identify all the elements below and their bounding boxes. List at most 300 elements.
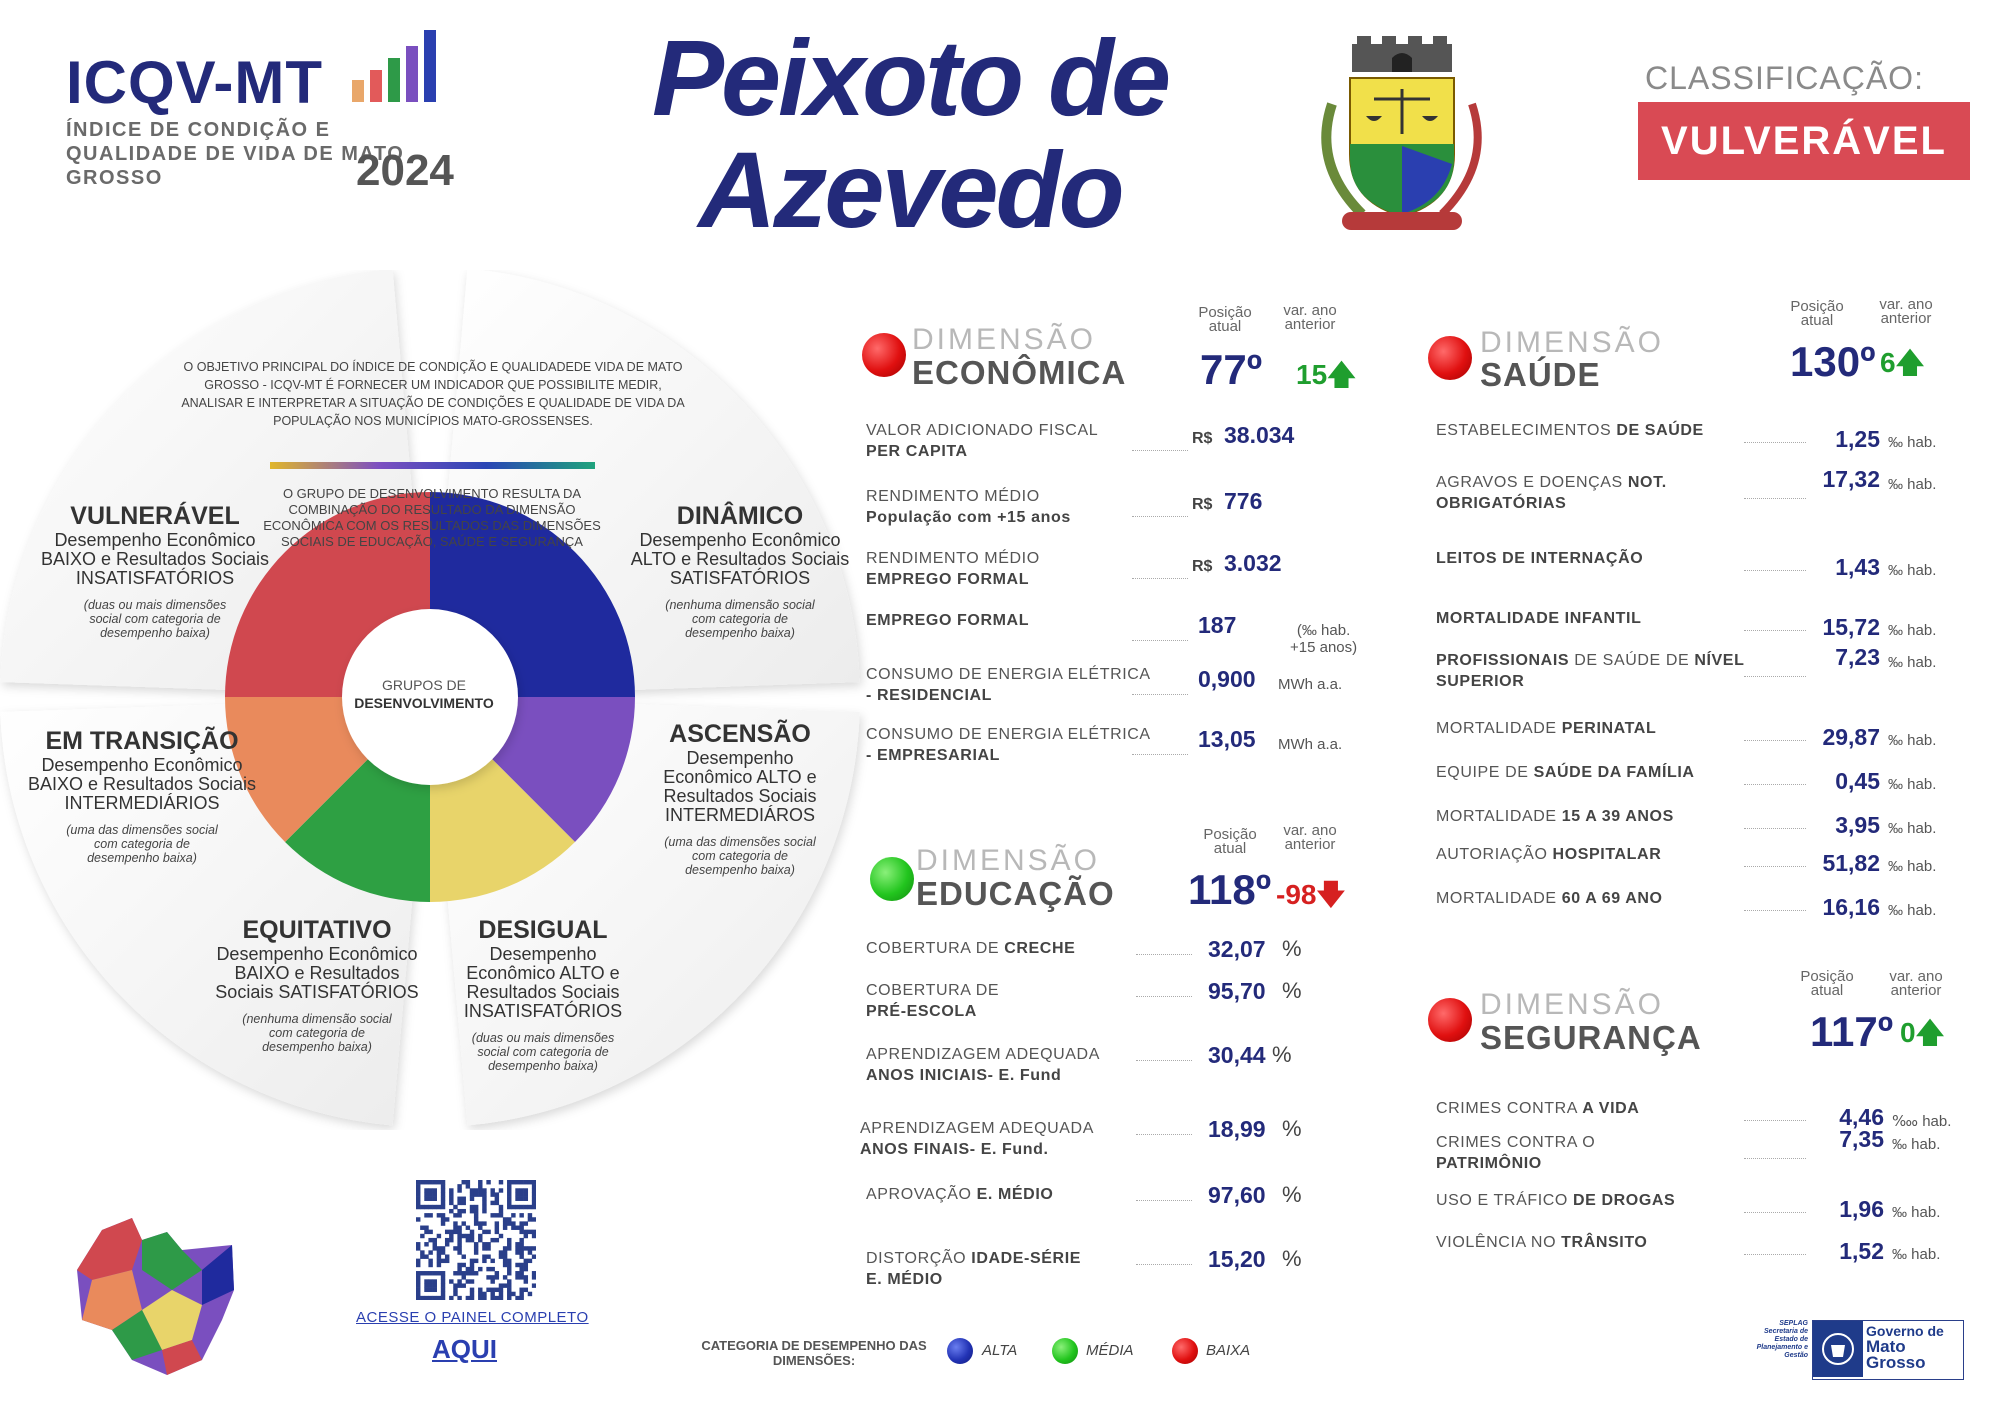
qr-module (441, 1184, 445, 1188)
qr-module (499, 1283, 503, 1287)
dimension-word: DIMENSÃO (1480, 326, 1665, 359)
indicator-line-1 (866, 938, 1166, 959)
qr-module (457, 1250, 461, 1254)
qr-module (474, 1192, 478, 1196)
aqui-link[interactable]: AQUI (432, 1334, 497, 1364)
qr-code-icon[interactable] (416, 1180, 536, 1300)
qr-module (470, 1288, 474, 1292)
indicator-text: VIOLÊNCIA NO (1436, 1234, 1562, 1251)
qr-module (507, 1192, 511, 1196)
qr-module (515, 1205, 519, 1209)
qr-module (528, 1292, 532, 1296)
qr-module (478, 1267, 482, 1271)
qr-module (507, 1188, 511, 1192)
qr-module (466, 1267, 470, 1271)
indicator-label (866, 1184, 1166, 1205)
indicator-unit: ‰ hab. (1888, 902, 1937, 919)
qr-module (457, 1296, 461, 1300)
indicator-text: APRENDIZAGEM ADEQUADA (866, 1046, 1100, 1063)
qr-module (524, 1230, 528, 1234)
qr-module (437, 1259, 441, 1263)
qr-module (462, 1271, 466, 1275)
qr-module (424, 1288, 428, 1292)
currency-label: R$ (1192, 558, 1213, 575)
qr-module (457, 1267, 461, 1271)
qr-module (470, 1267, 474, 1271)
group-title: EQUITATIVO (242, 916, 392, 944)
indicator-text: DE SAÚDE DE (1569, 652, 1695, 669)
indicator-line-1 (1436, 888, 1766, 909)
qr-module (519, 1238, 523, 1242)
indicator-line-1 (1436, 844, 1766, 865)
qr-module (416, 1275, 420, 1279)
qr-module (416, 1259, 420, 1263)
qr-module (478, 1296, 482, 1300)
qr-module (474, 1188, 478, 1192)
qr-module (524, 1259, 528, 1263)
position-label (1190, 306, 1260, 334)
qr-module (482, 1205, 486, 1209)
group-ascensao (640, 720, 840, 877)
qr-module (499, 1250, 503, 1254)
qr-module (449, 1192, 453, 1196)
qr-module (507, 1296, 511, 1300)
center-line-1: GRUPOS DE (381, 677, 466, 693)
qr-module (462, 1263, 466, 1267)
qr-module (449, 1279, 453, 1283)
qr-module (515, 1263, 519, 1267)
indicator-label (866, 1044, 1166, 1086)
indicator-text: MORTALIDADE (1436, 808, 1562, 825)
qr-module (490, 1267, 494, 1271)
qr-module (519, 1192, 523, 1196)
qr-module (507, 1283, 511, 1287)
indicator-unit: % (1282, 936, 1302, 961)
indicator-value: 1,25 (1835, 426, 1880, 452)
bar-chart-logo-icon (352, 28, 462, 104)
qr-module (499, 1234, 503, 1238)
indicator-line-1 (1436, 1132, 1766, 1153)
indicator-value: 1,52 (1839, 1238, 1884, 1264)
indicator-value: 16,16 (1822, 894, 1880, 920)
indicator-value: 7,35 (1839, 1126, 1884, 1152)
qr-module (519, 1254, 523, 1258)
pos-line-1: Posição (1203, 826, 1257, 843)
qr-module (532, 1184, 536, 1188)
qr-module (482, 1296, 486, 1300)
qr-module (482, 1230, 486, 1234)
indicator-bold: SAÚDE DA FAMÍLIA (1533, 764, 1695, 781)
qr-module (428, 1213, 432, 1217)
category-dot-economica (862, 333, 906, 377)
qr-module (478, 1180, 482, 1184)
qr-module (470, 1197, 474, 1201)
qr-module (482, 1246, 486, 1250)
indicator-value: 97,60 (1208, 1182, 1266, 1208)
qr-module (474, 1242, 478, 1246)
qr-module (474, 1209, 478, 1213)
qr-module (495, 1221, 499, 1225)
qr-module (532, 1271, 536, 1275)
qr-module (457, 1279, 461, 1283)
qr-module (482, 1201, 486, 1205)
indicator-unit: ‱ hab. (1892, 1113, 1952, 1130)
qr-module (519, 1275, 523, 1279)
qr-module (470, 1259, 474, 1263)
qr-module (470, 1209, 474, 1213)
indicator-value: 30,44 (1208, 1042, 1266, 1068)
qr-module (420, 1234, 424, 1238)
qr-module (515, 1271, 519, 1275)
rank-seguranca: 117º (1810, 1008, 1894, 1055)
variation-label (1876, 970, 1956, 998)
qr-module (453, 1271, 457, 1275)
dotted-leader (1744, 630, 1806, 631)
qr-module (441, 1259, 445, 1263)
qr-module (416, 1279, 420, 1283)
qr-module (474, 1246, 478, 1250)
qr-module (524, 1192, 528, 1196)
dotted-leader (1744, 866, 1806, 867)
full-panel-link[interactable]: ACESSE O PAINEL COMPLETO (356, 1309, 589, 1326)
qr-module (457, 1226, 461, 1230)
indicator-text: CRIMES CONTRA O (1436, 1134, 1596, 1151)
qr-module (474, 1217, 478, 1221)
group-dinamico (630, 502, 850, 640)
qr-module (424, 1213, 428, 1217)
qr-module (474, 1205, 478, 1209)
qr-module (486, 1246, 490, 1250)
indicator-value: 7,23 (1835, 644, 1880, 670)
indicator-label (1436, 472, 1766, 514)
variation-value: 15 (1296, 359, 1328, 390)
qr-module (507, 1197, 511, 1201)
pos-line-2: atual (1213, 840, 1247, 857)
indicator-value: 51,82 (1822, 850, 1880, 876)
qr-module (433, 1197, 437, 1201)
dimension-word: DIMENSÃO (1480, 988, 1665, 1021)
qr-module (519, 1230, 523, 1234)
pos-line-2: atual (1208, 318, 1242, 335)
qr-module (466, 1296, 470, 1300)
indicator-line-2: - EMPRESARIAL (866, 747, 1001, 764)
qr-module (486, 1242, 490, 1246)
gradient-divider (270, 462, 595, 469)
qr-module (524, 1288, 528, 1292)
dotted-leader (1744, 498, 1806, 499)
indicator-line-1 (866, 1184, 1166, 1205)
indicator-label (866, 610, 1166, 631)
indicator-bold: NOT. (1627, 474, 1667, 491)
indicator-unit: % (1272, 1042, 1292, 1067)
qr-module (499, 1292, 503, 1296)
qr-module (478, 1192, 482, 1196)
dotted-leader (1136, 954, 1192, 955)
qr-module (441, 1217, 445, 1221)
dotted-leader (1132, 516, 1188, 517)
qr-module (416, 1201, 420, 1205)
qr-module (462, 1234, 466, 1238)
indicator-unit (1290, 622, 1357, 656)
variation-label (1270, 824, 1350, 852)
indicator-unit: ‰ hab. (1888, 434, 1937, 451)
brand-year: 2024 (356, 146, 454, 195)
qr-module (515, 1250, 519, 1254)
group-description: Desempenho Econômico BAIXO e Resultados Sociais INTERMEDIÁRIOS (27, 755, 257, 813)
qr-module (482, 1192, 486, 1196)
gov-line-2: Mato (1866, 1337, 1906, 1356)
dotted-leader (1744, 740, 1806, 741)
legend-dot-alta (947, 1338, 973, 1364)
qr-module (478, 1234, 482, 1238)
position-label (1782, 300, 1852, 328)
indicator-bold: IDADE-SÉRIE (971, 1250, 1082, 1267)
qr-module (511, 1226, 515, 1230)
legend-label-baixa: BAIXA (1206, 1342, 1251, 1359)
indicator-value: 15,20 (1208, 1246, 1266, 1272)
qr-module (532, 1201, 536, 1205)
position-label (1195, 828, 1265, 856)
indicator-line-2: EMPREGO FORMAL (866, 612, 1030, 629)
group-title: EM TRANSIÇÃO (45, 727, 239, 755)
dotted-leader (1744, 828, 1806, 829)
qr-module (433, 1188, 437, 1192)
group-description: Desempenho Econômico ALTO e Resultados Sociais INSATISFATÓRIOS (463, 944, 623, 1021)
indicator-value: 38.034 (1224, 422, 1295, 448)
qr-module (437, 1250, 441, 1254)
qr-module (524, 1267, 528, 1271)
indicator-label (1436, 650, 1766, 692)
indicator-label (1436, 762, 1766, 783)
variation-value: 0 (1900, 1017, 1916, 1048)
position-label (1792, 970, 1862, 998)
qr-module (532, 1230, 536, 1234)
qr-module (428, 1296, 432, 1300)
qr-module (478, 1188, 482, 1192)
dimension-word: DIMENSÃO (916, 844, 1101, 877)
var-line-1: var. ano (1879, 296, 1933, 313)
qr-module (420, 1296, 424, 1300)
indicator-value: 17,32 (1822, 466, 1880, 492)
qr-module (528, 1217, 532, 1221)
indicator-label (1436, 806, 1766, 827)
qr-module (490, 1292, 494, 1296)
dimension-name-educacao: EDUCAÇÃO (916, 875, 1115, 912)
dimension-word: DIMENSÃO (912, 323, 1097, 356)
indicator-value: 15,72 (1822, 614, 1880, 640)
qr-module (420, 1226, 424, 1230)
qr-module (441, 1279, 445, 1283)
indicator-label (1436, 718, 1766, 739)
qr-module (519, 1250, 523, 1254)
indicator-bold: A VIDA (1582, 1100, 1640, 1117)
qr-module (470, 1271, 474, 1275)
qr-module (503, 1217, 507, 1221)
qr-module (515, 1197, 519, 1201)
qr-module (416, 1246, 420, 1250)
indicator-unit: % (1282, 1182, 1302, 1207)
qr-module (470, 1238, 474, 1242)
indicator-bold: PERINATAL (1561, 720, 1657, 737)
rank-educacao: 118º (1188, 866, 1272, 913)
qr-module (433, 1296, 437, 1300)
qr-module (416, 1292, 420, 1296)
qr-module (424, 1205, 428, 1209)
indicator-unit (1278, 676, 1342, 693)
indicator-unit: ‰ hab. (1888, 654, 1937, 671)
indicator-value: 13,05 (1198, 726, 1256, 752)
qr-module (515, 1192, 519, 1196)
variation-value: 6 (1880, 347, 1896, 378)
qr-module (515, 1226, 519, 1230)
qr-module (499, 1205, 503, 1209)
dotted-leader (1744, 570, 1806, 571)
indicator-label (1436, 1232, 1766, 1253)
qr-module (437, 1271, 441, 1275)
dotted-leader (1136, 1134, 1192, 1135)
qr-module (441, 1192, 445, 1196)
qr-module (507, 1221, 511, 1225)
qr-module (495, 1201, 499, 1205)
qr-module (503, 1259, 507, 1263)
indicator-text: COBERTURA DE (866, 940, 1000, 957)
indicator-label (1436, 420, 1766, 441)
qr-module (437, 1234, 441, 1238)
indicator-label (866, 980, 1166, 1022)
indicator-value: 3,95 (1835, 812, 1880, 838)
qr-module (420, 1271, 424, 1275)
qr-module (519, 1188, 523, 1192)
group-description: Desempenho Econômico BAIXO e Resultados Sociais SATISFATÓRIOS (215, 944, 419, 1002)
indicator-value: 29,87 (1822, 724, 1880, 750)
qr-module (433, 1271, 437, 1275)
qr-module (424, 1283, 428, 1287)
qr-module (416, 1197, 420, 1201)
qr-module (470, 1279, 474, 1283)
qr-module (462, 1197, 466, 1201)
qr-module (428, 1230, 432, 1234)
qr-module (424, 1279, 428, 1283)
legend-label-media: MÉDIA (1086, 1342, 1134, 1359)
qr-module (499, 1180, 503, 1184)
qr-module (524, 1263, 528, 1267)
indicator-line-1: VALOR ADICIONADO FISCAL (866, 422, 1099, 439)
indicator-line-1: CONSUMO DE ENERGIA ELÉTRICA (866, 726, 1151, 743)
qr-module (470, 1292, 474, 1296)
indicator-line-1 (1436, 608, 1766, 629)
qr-module (482, 1242, 486, 1246)
indicator-label (1436, 608, 1766, 629)
qr-module (416, 1271, 420, 1275)
qr-module (453, 1283, 457, 1287)
group-explanation-text: O GRUPO DE DESENVOLVIMENTO RESULTA DA COMBINAÇÃO DO RESULTADO DA DIMENSÃO ECONÔMICA COM OS RESULTADOS DAS DIMENSÕES SOCIAIS DE EDUCAÇÃO, SAÚDE E SEGURANÇA (263, 486, 601, 549)
indicator-label (866, 938, 1166, 959)
indicator-bold: 15 A 39 ANOS (1561, 808, 1674, 825)
group-em-transicao (22, 727, 262, 865)
qr-module (490, 1238, 494, 1242)
qr-module (507, 1279, 511, 1283)
qr-module (478, 1184, 482, 1188)
qr-module (420, 1205, 424, 1209)
qr-module (524, 1221, 528, 1225)
qr-module (428, 1259, 432, 1263)
qr-module (524, 1180, 528, 1184)
qr-module (528, 1230, 532, 1234)
indicator-line-2: PRÉ-ESCOLA (866, 1003, 977, 1020)
indicator-label (866, 1248, 1166, 1290)
indicator-line-1: RENDIMENTO MÉDIO (866, 488, 1040, 505)
indicator-line-2: ANOS FINAIS- E. Fund. (860, 1141, 1049, 1158)
qr-module (519, 1246, 523, 1250)
indicator-text: EQUIPE DE (1436, 764, 1534, 781)
qr-module (519, 1292, 523, 1296)
qr-module (457, 1201, 461, 1205)
qr-module (503, 1221, 507, 1225)
var-line-2: anterior (1284, 316, 1336, 333)
qr-module (470, 1263, 474, 1267)
indicator-line-1 (866, 980, 1166, 1001)
indicator-text: AGRAVOS E DOENÇAS (1436, 474, 1628, 491)
variation-value: -98 (1276, 879, 1317, 910)
indicator-text: CRIMES CONTRA (1436, 1100, 1583, 1117)
dotted-leader (1132, 754, 1188, 755)
qr-module (433, 1246, 437, 1250)
qr-module (453, 1246, 457, 1250)
indicator-value: 3.032 (1224, 550, 1282, 576)
qr-module (428, 1192, 432, 1196)
unit-line-1: (‰ hab. (1296, 622, 1351, 639)
variation-label (1270, 304, 1350, 332)
legend-dot-baixa (1172, 1338, 1198, 1364)
legend-title: CATEGORIA DE DESEMPENHO DAS DIMENSÕES: (701, 1338, 927, 1368)
qr-module (532, 1192, 536, 1196)
indicator-label (866, 664, 1166, 706)
government-name (1866, 1324, 1944, 1371)
indicator-bold: DE DROGAS (1573, 1192, 1676, 1209)
brand-logo-text: ICQV-MT (66, 49, 323, 116)
qr-module (449, 1230, 453, 1234)
variation-educacao (1276, 874, 1345, 922)
dotted-leader (1744, 784, 1806, 785)
qr-module (524, 1197, 528, 1201)
dotted-leader (1136, 996, 1192, 997)
qr-module (486, 1267, 490, 1271)
brand-subtitle: ÍNDICE DE CONDIÇÃO E QUALIDADE DE VIDA DE MATO GROSSO (66, 119, 405, 189)
qr-module (519, 1226, 523, 1230)
qr-module (503, 1254, 507, 1258)
indicator-line-2: OBRIGATÓRIAS (1436, 495, 1567, 512)
qr-module (495, 1271, 499, 1275)
qr-module (486, 1180, 490, 1184)
pos-line-2: atual (1810, 982, 1844, 999)
objective-text: O OBJETIVO PRINCIPAL DO ÍNDICE DE CONDIÇÃO E QUALIDADEDE VIDA DE MATO GROSSO - ICQV-MT É FORNECER UM INDICADOR QUE POSSIBILITE MEDIR, ANALISAR E INTERPRETAR A SITUAÇÃO DE CONDIÇÕES E QUALIDADE DE VIDA DA POPULAÇÃO NOS MUNICÍPIOS MATO-GROSSENSES. (181, 360, 685, 428)
qr-module (519, 1221, 523, 1225)
qr-module (457, 1242, 461, 1246)
var-line-2: anterior (1890, 982, 1942, 999)
variation-economica (1296, 354, 1356, 402)
qr-module (428, 1197, 432, 1201)
wheel-center-label (354, 676, 494, 712)
qr-module (441, 1201, 445, 1205)
qr-module (486, 1288, 490, 1292)
qr-module (474, 1221, 478, 1225)
indicator-unit: % (1282, 978, 1302, 1003)
qr-module (511, 1213, 515, 1217)
indicator-label (1436, 888, 1766, 909)
qr-module (490, 1188, 494, 1192)
qr-module (495, 1230, 499, 1234)
qr-module (416, 1184, 420, 1188)
